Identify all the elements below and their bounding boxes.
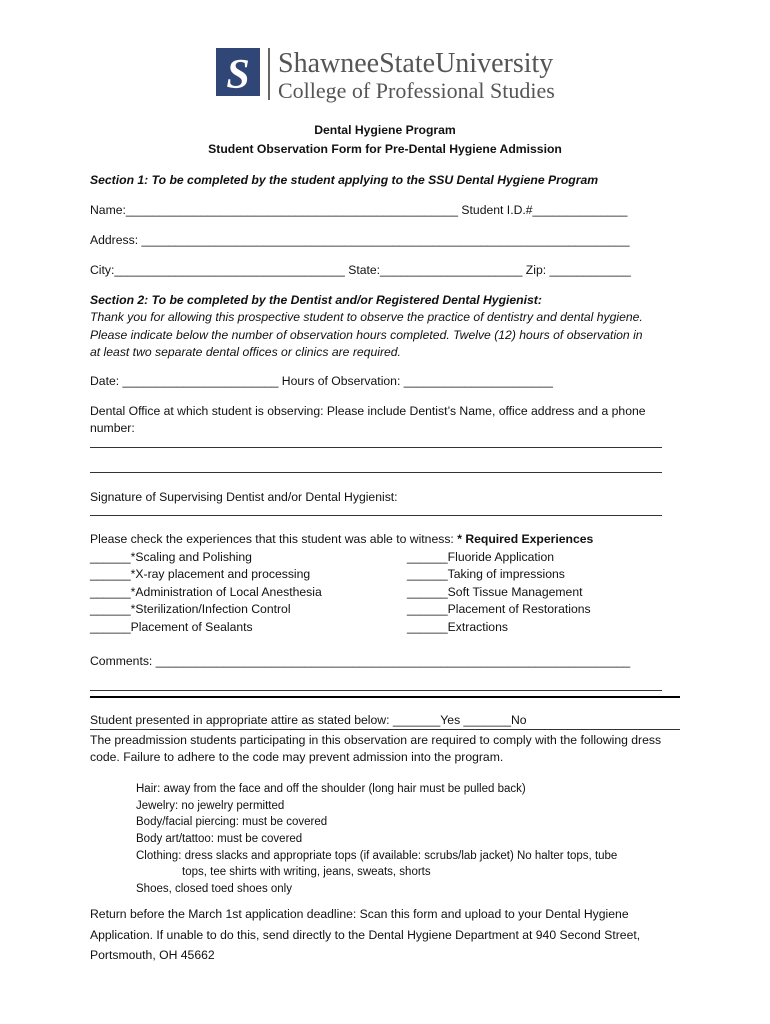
return-instructions-line2: Application. If unable to do this, send directly to the Dental Hygiene Department at 940 Second Street, <box>90 928 641 942</box>
experience-scaling-polishing[interactable]: ______*Scaling and Polishing <box>90 550 252 564</box>
experience-sterilization[interactable]: ______*Sterilization/Infection Control <box>90 602 291 616</box>
attire-policy-line2: code. Failure to adhere to the code may prevent admission into the program. <box>90 750 504 764</box>
signature-label: Signature of Supervising Dentist and/or Dental Hygienist: <box>90 490 398 504</box>
logo-college-name: College of Professional Studies <box>278 78 555 103</box>
experience-local-anesthesia[interactable]: ______*Administration of Local Anesthesia <box>90 585 322 599</box>
dress-code-jewelry: Jewelry: no jewelry permitted <box>136 800 285 812</box>
dress-code-shoes: Shoes, closed toed shoes only <box>136 883 292 895</box>
experience-impressions[interactable]: ______Taking of impressions <box>407 567 565 581</box>
experiences-intro-text: Please check the experiences that this student was able to witness: <box>90 532 458 546</box>
name-field[interactable]: Name:_________________________________________________ Student I.D.#______________ <box>90 203 628 217</box>
university-logo <box>216 46 586 104</box>
section-divider <box>90 696 680 698</box>
section2-heading: Section 2: To be completed by the Dentist and/or Registered Dental Hygienist: <box>90 293 542 307</box>
experience-restorations[interactable]: ______Placement of Restorations <box>407 602 591 616</box>
experience-xray[interactable]: ______*X-ray placement and processing <box>90 567 311 581</box>
logo-mark-letter: S <box>226 52 250 98</box>
experience-fluoride[interactable]: ______Fluoride Application <box>407 550 555 564</box>
dress-code-clothing: Clothing: dress slacks and appropriate tops (if available: scrubs/lab jacket) No halter tops, tube <box>136 850 618 862</box>
signature-blank-line[interactable] <box>90 515 662 516</box>
comments-field[interactable]: Comments: ______________________________________________________________________ <box>90 654 631 668</box>
date-hours-field[interactable]: Date: _______________________ Hours of Observation: ______________________ <box>90 374 553 388</box>
dress-code-hair: Hair: away from the face and off the shoulder (long hair must be pulled back) <box>136 783 526 795</box>
experience-sealants[interactable]: ______Placement of Sealants <box>90 620 253 634</box>
section2-intro-line1: Thank you for allowing this prospective student to observe the practice of dentistry and dental hygiene. <box>90 310 643 324</box>
dental-office-blank-line1[interactable] <box>90 447 662 448</box>
dental-office-blank-line2[interactable] <box>90 472 662 473</box>
logo-divider <box>268 48 270 100</box>
dental-office-label-line1: Dental Office at which student is observing: Please include Dentist’s Name, office address and a phone <box>90 404 646 418</box>
experience-extractions[interactable]: ______Extractions <box>407 620 508 634</box>
dress-code-clothing-cont: tops, tee shirts with writing, jeans, sweats, shorts <box>182 866 431 878</box>
dental-office-label-line2: number: <box>90 421 135 435</box>
attire-question[interactable]: Student presented in appropriate attire as stated below: _______Yes _______No <box>90 713 527 727</box>
comments-blank-line[interactable] <box>90 690 662 691</box>
experience-soft-tissue[interactable]: ______Soft Tissue Management <box>407 585 583 599</box>
logo-university-name: ShawneeStateUniversity <box>278 48 554 79</box>
form-title-line1: Dental Hygiene Program <box>314 123 456 137</box>
return-address: Portsmouth, OH 45662 <box>90 948 215 962</box>
address-field[interactable]: Address: ________________________________________________________________________ <box>90 233 630 247</box>
required-experiences-label: * Required Experiences <box>457 532 594 546</box>
attire-divider <box>90 729 680 730</box>
dress-code-piercing: Body/facial piercing: must be covered <box>136 816 328 828</box>
form-title-line2: Student Observation Form for Pre-Dental Hygiene Admission <box>208 142 562 156</box>
section2-intro-line3: at least two separate dental offices or clinics are required. <box>90 345 401 359</box>
section2-intro-line2: Please indicate below the number of observation hours completed. Twelve (12) hours of observation in <box>90 328 643 342</box>
return-instructions-line1: Return before the March 1st application deadline: Scan this form and upload to your Dental Hygiene <box>90 907 629 921</box>
attire-policy-line1: The preadmission students participating in this observation are required to comply with the following dress <box>90 733 662 747</box>
section1-heading: Section 1: To be completed by the student applying to the SSU Dental Hygiene Program <box>90 173 599 187</box>
dress-code-tattoo: Body art/tattoo: must be covered <box>136 833 303 845</box>
city-state-zip-field[interactable]: City:__________________________________ State:_____________________ Zip: ____________ <box>90 263 631 277</box>
experiences-intro <box>90 531 593 547</box>
